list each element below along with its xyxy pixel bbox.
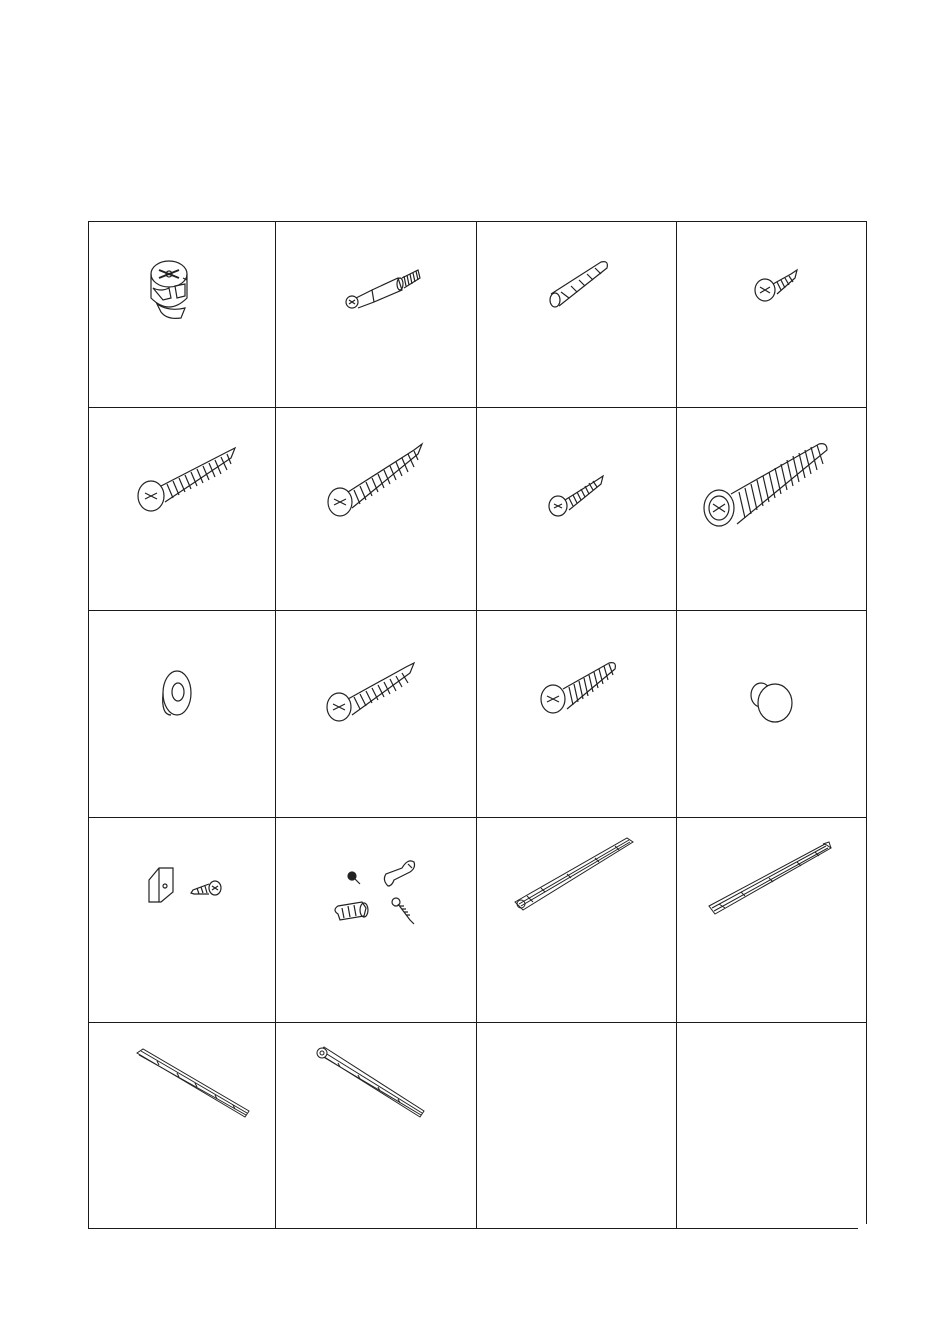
parts-cell bbox=[477, 222, 676, 407]
parts-cell bbox=[89, 1023, 275, 1228]
parts-cell-empty bbox=[677, 1023, 867, 1228]
wooden-dowel-icon bbox=[547, 258, 613, 310]
parts-cell bbox=[276, 611, 476, 817]
parts-cell-empty bbox=[477, 1023, 676, 1228]
wood-screw-icon bbox=[324, 659, 416, 725]
parts-cell bbox=[677, 408, 867, 610]
cam-bolt-icon bbox=[342, 258, 422, 312]
parts-cell bbox=[276, 1023, 476, 1228]
grid-line bbox=[88, 1228, 858, 1229]
machine-bolt-icon bbox=[701, 438, 831, 534]
long-wood-screw-icon bbox=[324, 440, 426, 520]
angle-bracket-with-screw-icon bbox=[145, 866, 223, 908]
parts-cell bbox=[276, 818, 476, 1022]
parts-cell bbox=[89, 408, 275, 610]
small-wood-screw-icon bbox=[547, 472, 607, 520]
parts-cell bbox=[276, 408, 476, 610]
wall-anchor-kit-icon bbox=[328, 854, 428, 938]
wood-screw-icon bbox=[135, 444, 239, 516]
cam-lock-fitting-icon bbox=[141, 258, 197, 324]
round-knob-icon bbox=[745, 677, 797, 727]
parts-cell bbox=[677, 818, 867, 1022]
parts-cell bbox=[89, 611, 275, 817]
parts-cell bbox=[477, 408, 676, 610]
parts-cell bbox=[677, 611, 867, 817]
drawer-runner-wheel-icon bbox=[314, 1045, 428, 1121]
washer-icon bbox=[157, 667, 195, 719]
short-screw-icon bbox=[753, 266, 801, 304]
drawer-runner-icon bbox=[133, 1047, 253, 1121]
drawer-slide-rail-icon bbox=[511, 834, 635, 914]
parts-cell bbox=[477, 818, 676, 1022]
parts-cell bbox=[89, 818, 275, 1022]
parts-cell bbox=[677, 222, 867, 407]
machine-screw-icon bbox=[539, 655, 619, 719]
drawer-slide-rail-icon bbox=[705, 840, 835, 920]
parts-cell bbox=[276, 222, 476, 407]
parts-cell bbox=[89, 222, 275, 407]
parts-cell bbox=[477, 611, 676, 817]
